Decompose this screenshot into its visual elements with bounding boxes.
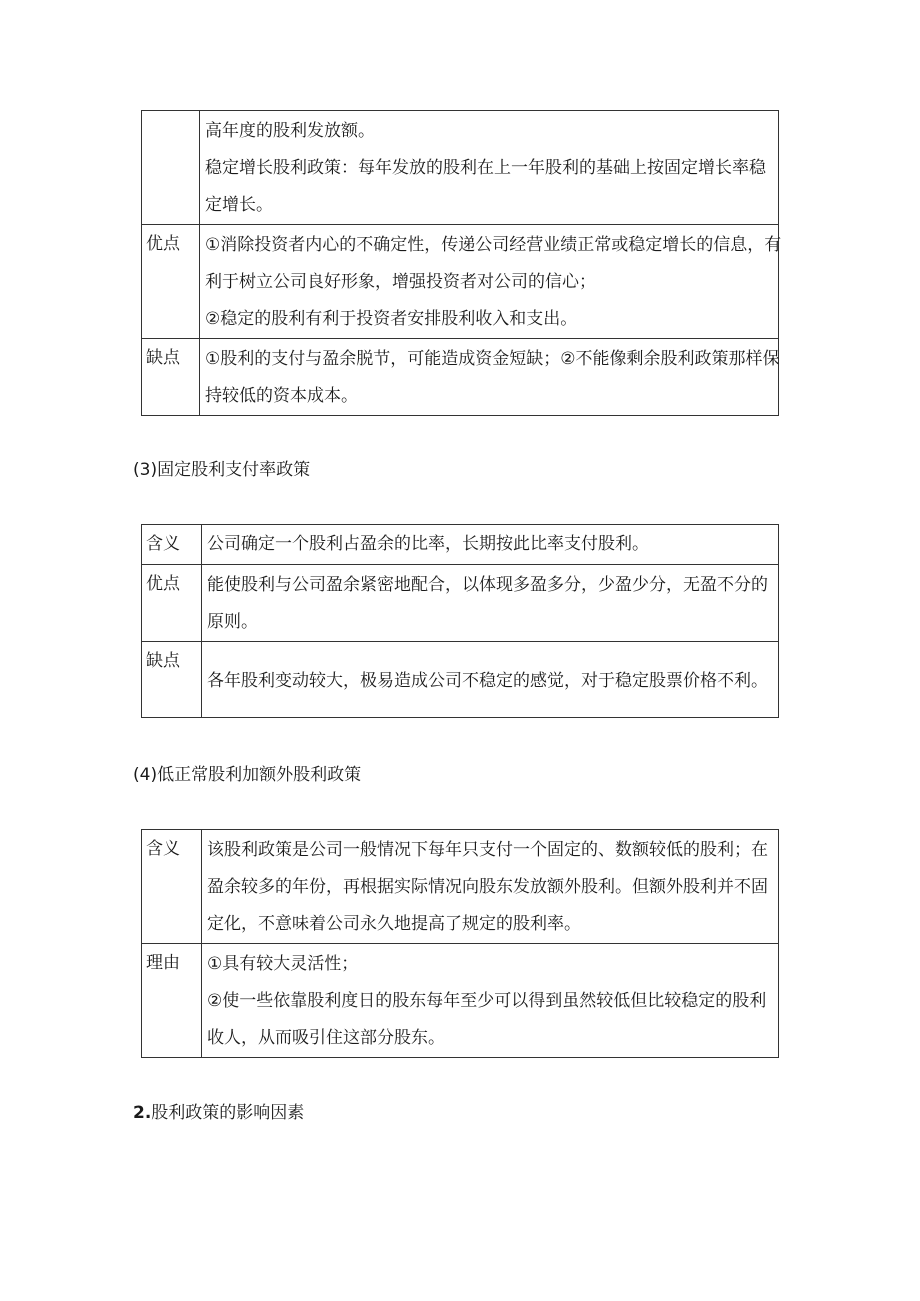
text-line: ①消除投资者内心的不确定性，传递公司经营业绩正常或稳定增长的信息，有 xyxy=(205,235,782,255)
text-line: 持较低的资本成本。 xyxy=(205,386,358,406)
text-line: 定增长。 xyxy=(205,195,273,215)
heading-fixed-payout-ratio: (3)固定股利支付率政策 xyxy=(133,460,311,480)
table-row xyxy=(142,525,779,565)
heading-low-regular-plus-extra: (4)低正常股利加额外股利政策 xyxy=(133,765,362,785)
table-row xyxy=(142,565,779,642)
row-label xyxy=(142,111,200,225)
row-label: 理由 xyxy=(142,944,202,1058)
text-line: ①具有较大灵活性； xyxy=(207,954,359,974)
text-line: 稳定增长股利政策：每年发放的股利在上一年股利的基础上按固定增长率稳 xyxy=(205,158,766,178)
text-line: 利于树立公司良好形象，增强投资者对公司的信心； xyxy=(205,272,596,292)
table-fixed-payout-ratio xyxy=(141,524,779,718)
text-line: 收人，从而吸引住这部分股东。 xyxy=(207,1028,445,1048)
text-line: 公司确定一个股利占盈余的比率，长期按此比率支付股利。 xyxy=(207,534,649,554)
row-content xyxy=(200,225,782,339)
table-row xyxy=(142,111,779,225)
text-line: ②使一些依靠股利度日的股东每年至少可以得到虽然较低但比较稳定的股利 xyxy=(207,991,767,1011)
text-line: 高年度的股利发放额。 xyxy=(205,121,375,141)
table-row xyxy=(142,339,779,416)
table-row xyxy=(142,642,779,718)
row-content xyxy=(202,642,779,718)
section-heading-influencing-factors xyxy=(133,1101,304,1125)
row-content xyxy=(202,525,779,565)
text-line: ①股利的支付与盈余脱节，可能造成资金短缺；②不能像剩余股利政策那样保 xyxy=(205,349,780,369)
section-number: 2. xyxy=(133,1103,152,1123)
text-line: 盈余较多的年份，再根据实际情况向股东发放额外股利。但额外股利并不固 xyxy=(207,877,768,897)
text-line: 定化，不意味着公司永久地提高了规定的股利率。 xyxy=(207,914,581,934)
row-content xyxy=(202,830,779,944)
table-stable-growth xyxy=(141,110,782,416)
text-line: 各年股利变动较大，极易造成公司不稳定的感觉，对于稳定股票价格不利。 xyxy=(207,671,768,691)
row-label: 优点 xyxy=(142,565,202,642)
text-line: 原则。 xyxy=(207,612,258,632)
row-content xyxy=(202,944,779,1058)
row-label: 缺点 xyxy=(142,642,202,718)
text-line: 该股利政策是公司一般情况下每年只支付一个固定的、数额较低的股利；在 xyxy=(207,840,768,860)
table-row xyxy=(142,830,779,944)
row-label: 缺点 xyxy=(142,339,200,416)
row-label: 含义 xyxy=(142,830,202,944)
row-content xyxy=(200,339,779,416)
text-line: 能使股利与公司盈余紧密地配合，以体现多盈多分，少盈少分，无盈不分的 xyxy=(207,575,768,595)
row-content xyxy=(202,565,779,642)
table-row xyxy=(142,944,779,1058)
section-title: 股利政策的影响因素 xyxy=(151,1103,305,1123)
text-line: ②稳定的股利有利于投资者安排股利收入和支出。 xyxy=(205,309,578,329)
table-row xyxy=(142,225,779,339)
row-label: 优点 xyxy=(142,225,200,339)
row-label: 含义 xyxy=(142,525,202,565)
table-low-regular-plus-extra xyxy=(141,829,779,1058)
row-content xyxy=(200,111,779,225)
